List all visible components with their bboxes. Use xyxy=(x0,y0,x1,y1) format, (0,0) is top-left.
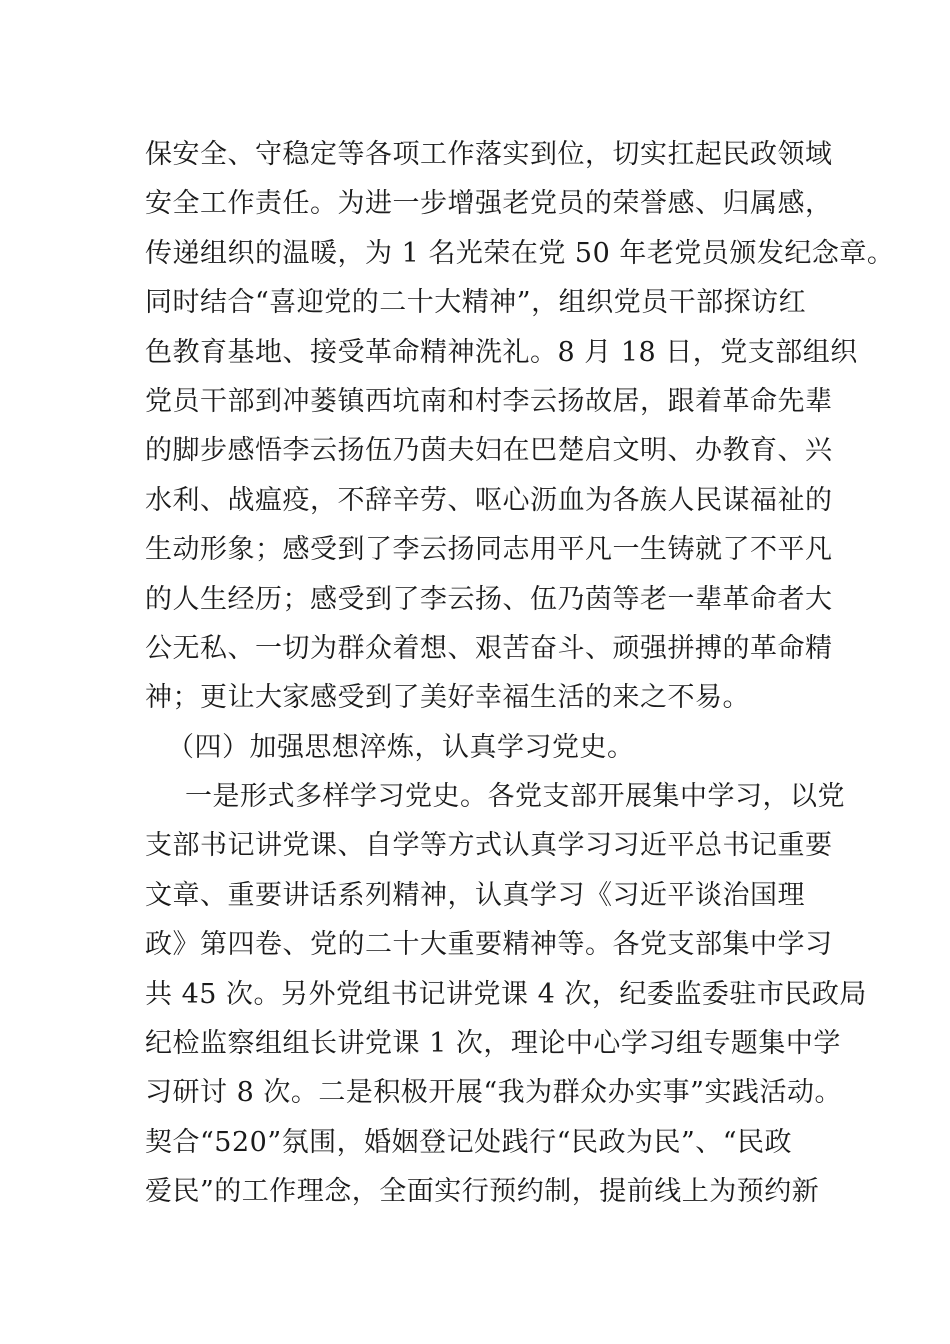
text-line: 色教育基地、接受革命精神洗礼。8 月 18 日，党支部组织 xyxy=(145,336,858,368)
text-line: 纪检监察组组长讲党课 1 次，理论中心学习组专题集中学 xyxy=(145,1028,841,1060)
text-line: 保安全、守稳定等各项工作落实到位，切实扛起民政领域 xyxy=(145,139,833,170)
text-line: 习研讨 8 次。二是积极开展“我为群众办实事”实践活动。 xyxy=(145,1077,842,1109)
text-line: 契合“520”氛围，婚姻登记处践行“民政为民”、“民政 xyxy=(145,1126,793,1158)
text-line: 水利、战瘟疫，不辞辛劳、呕心沥血为各族人民谋福祉的 xyxy=(145,484,833,516)
text-line: 文章、重要讲话系列精神，认真学习《习近平谈治国理 xyxy=(145,879,805,911)
text-line: 安全工作责任。为进一步增强老党员的荣誉感、归属感， xyxy=(145,188,833,220)
text-line: 的人生经历；感受到了李云扬、伍乃茵等老一辈革命者大 xyxy=(145,583,833,615)
text-line: 神；更让大家感受到了美好幸福生活的来之不易。 xyxy=(145,682,750,714)
text-line: 党员干部到冲蒌镇西坑南和村李云扬故居，跟着革命先辈 xyxy=(145,385,833,417)
text-line: 一是形式多样学习党史。各党支部开展集中学习，以党 xyxy=(185,781,845,813)
text-line: 的脚步感悟李云扬伍乃茵夫妇在巴楚启文明、办教育、兴 xyxy=(145,435,833,467)
text-line: 传递组织的温暖，为 1 名光荣在党 50 年老党员颁发纪念章。 xyxy=(145,237,895,269)
text-line: 爱民”的工作理念，全面实行预约制，提前线上为预约新 xyxy=(145,1176,820,1208)
text-line: 同时结合“喜迎党的二十大精神”，组织党员干部探访红 xyxy=(145,287,807,319)
body-text xyxy=(145,130,895,1217)
text-line: 政》第四卷、党的二十大重要精神等。各党支部集中学习 xyxy=(145,929,833,961)
text-line: 支部书记讲党课、自学等方式认真学习习近平总书记重要 xyxy=(145,830,833,862)
text-line: 公无私、一切为群众着想、艰苦奋斗、顽强拼搏的革命精 xyxy=(145,632,833,664)
text-line: 共 45 次。另外党组书记讲党课 4 次，纪委监委驻市民政局 xyxy=(145,978,867,1010)
text-line: 生动形象；感受到了李云扬同志用平凡一生铸就了不平凡 xyxy=(145,534,833,566)
section-heading: （四）加强思想淬炼，认真学习党史。 xyxy=(167,731,635,763)
